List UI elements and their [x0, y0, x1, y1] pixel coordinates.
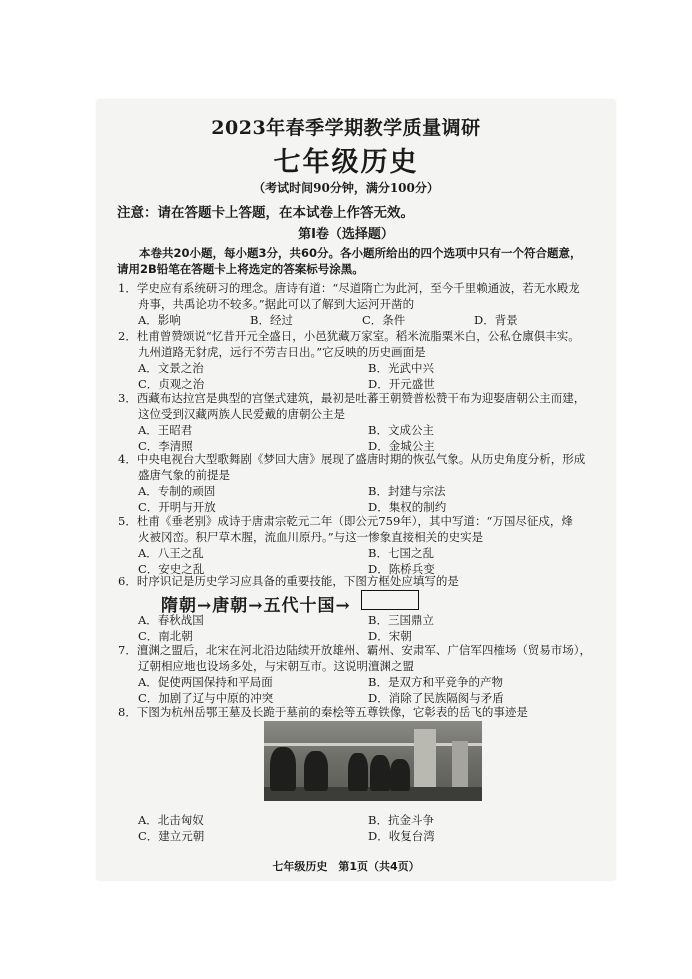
- yue-fei-tomb-photo: [264, 721, 482, 801]
- exam-title: 2023年春季学期教学质量调研: [211, 117, 481, 139]
- option-a[interactable]: A．专制的顽固: [138, 484, 216, 498]
- option-b[interactable]: B．经过: [250, 313, 293, 327]
- options: [138, 828, 608, 844]
- question-stem: 4．中央电视台大型歌舞剧《梦回大唐》展现了盛唐时期的恢弘气象。从历史角度分析，形成: [118, 452, 586, 466]
- question-stem: 这位受到汉藏两族人民爱戴的唐朝公主是: [138, 407, 345, 421]
- kneeling-statue: [370, 755, 390, 791]
- question-stem: 盛唐气象的前提是: [138, 468, 230, 482]
- option-d[interactable]: D．金城公主: [368, 439, 435, 453]
- kneeling-statue: [348, 753, 368, 791]
- question-stem: 1．学史应有系统研习的理念。唐诗有道：“尽道隋亡为此河，至今千里赖通波，若无水殿龙: [118, 281, 580, 295]
- question-8-options: [118, 812, 608, 844]
- options: [138, 812, 608, 828]
- notice: 注意：请在答题卡上答题，在本试卷上作答无效。: [117, 205, 414, 221]
- option-d[interactable]: D．宋朝: [368, 629, 412, 643]
- photo-stele: [414, 729, 436, 791]
- kneeling-statue: [304, 751, 328, 791]
- question-stem: 8．下图为杭州岳鄂王墓及长跪于墓前的秦桧等五尊铁像，它彰表的岳飞的事迹是: [118, 705, 528, 719]
- question-2: [118, 328, 608, 392]
- option-b[interactable]: B．封建与宗法: [368, 484, 446, 498]
- question-stem: 7．澶渊之盟后，北宋在河北沿边陆续开放雄州、霸州、安肃军、广信军四榷场（贸易市场），: [118, 643, 592, 657]
- instructions-line: 请用2B铅笔在答题卡上将选定的答案标号涂黑。: [117, 262, 364, 276]
- option-b[interactable]: B．三国鼎立: [368, 613, 434, 627]
- option-b[interactable]: B．七国之乱: [368, 546, 434, 560]
- options: [138, 422, 608, 438]
- option-b[interactable]: B．光武中兴: [368, 361, 434, 375]
- options: [138, 312, 608, 328]
- question-stem: 九州道路无豺虎，远行不劳吉日出。”它反映的历史画面是: [138, 345, 426, 359]
- question-7: [118, 642, 608, 706]
- question-8: [118, 704, 608, 720]
- option-d[interactable]: D．集权的制约: [368, 500, 447, 514]
- question-stem: 2．杜甫曾赞颂说“忆昔开元全盛日，小邑犹藏万家室。稻米流脂粟米白，公私仓廪俱丰实。: [118, 329, 580, 343]
- options: [138, 483, 608, 499]
- question-4: [118, 451, 608, 515]
- question-stem: 6．时序识记是历史学习应具备的重要技能，下图方框处应填写的是: [118, 574, 459, 588]
- option-d[interactable]: D．陈桥兵变: [368, 562, 435, 576]
- option-d[interactable]: D．开元盛世: [368, 377, 435, 391]
- photo-stele: [452, 741, 468, 791]
- option-b[interactable]: B．文成公主: [368, 423, 434, 437]
- question-5: [118, 513, 608, 577]
- instructions: [117, 245, 607, 277]
- question-6: [118, 573, 608, 589]
- exam-info: （考试时间90分钟，满分100分）: [253, 181, 439, 195]
- question-6-options: [118, 612, 608, 644]
- page-footer: 七年级历史 第1页（共4页）: [272, 860, 420, 873]
- option-a[interactable]: A．春秋战国: [138, 613, 204, 627]
- option-c[interactable]: C．建立元朝: [138, 829, 205, 843]
- option-a[interactable]: A．北击匈奴: [138, 813, 204, 827]
- option-c[interactable]: C．李清照: [138, 439, 193, 453]
- option-b[interactable]: B．是双方和平竞争的产物: [368, 675, 503, 689]
- option-c[interactable]: C．贞观之治: [138, 377, 205, 391]
- options: [138, 545, 608, 561]
- question-stem: 火被冈峦。积尸草木腥，流血川原丹。”与这一惨象直接相关的史实是: [138, 530, 484, 544]
- instructions-line: 本卷共20小题，每小题3分，共60分。各小题所给出的四个选项中只有一个符合题意，: [139, 246, 582, 260]
- question-stem: 5．杜甫《垂老别》成诗于唐肃宗乾元二年（即公元759年），其中写道：“万国尽征戍，烽: [118, 514, 573, 528]
- option-a[interactable]: A．文景之治: [138, 361, 204, 375]
- section-title: 第Ⅰ卷（选择题）: [298, 227, 394, 242]
- option-c[interactable]: C．开明与开放: [138, 500, 216, 514]
- dynasty-sequence: 隋朝→唐朝→五代十国→: [161, 596, 351, 616]
- option-a[interactable]: A．影响: [138, 313, 181, 327]
- question-1: [118, 280, 608, 328]
- kneeling-statue: [270, 747, 296, 791]
- option-c[interactable]: C．条件: [362, 313, 406, 327]
- question-3: [118, 390, 608, 454]
- question-stem: 舟事，共禹论功不较多。”据此可以了解到大运河开凿的: [138, 297, 415, 311]
- option-b[interactable]: B．抗金斗争: [368, 813, 434, 827]
- photo-rail: [264, 743, 482, 746]
- options: [138, 612, 608, 628]
- option-c[interactable]: C．加剧了辽与中原的冲突: [138, 691, 274, 705]
- options: [138, 674, 608, 690]
- kneeling-statue: [390, 759, 410, 791]
- option-c[interactable]: C．南北朝: [138, 629, 193, 643]
- subject-title: 七年级历史: [273, 147, 419, 178]
- option-a[interactable]: A．王昭君: [138, 423, 193, 437]
- option-d[interactable]: D．收复台湾: [368, 829, 435, 843]
- options: [138, 360, 608, 376]
- option-a[interactable]: A．促使两国保持和平局面: [138, 675, 273, 689]
- option-d[interactable]: D．背景: [474, 313, 518, 327]
- answer-blank-box: [361, 590, 419, 610]
- option-c[interactable]: C．安史之乱: [138, 562, 205, 576]
- question-stem: 辽朝相应地也设场多处，与宋朝互市。这说明澶渊之盟: [138, 659, 414, 673]
- question-stem: 3．西藏布达拉宫是典型的宫堡式建筑，最初是吐蕃王朝赞普松赞干布为迎娶唐朝公主而建，: [118, 391, 586, 405]
- option-a[interactable]: A．八王之乱: [138, 546, 204, 560]
- option-d[interactable]: D．消除了民族隔阂与矛盾: [368, 691, 504, 705]
